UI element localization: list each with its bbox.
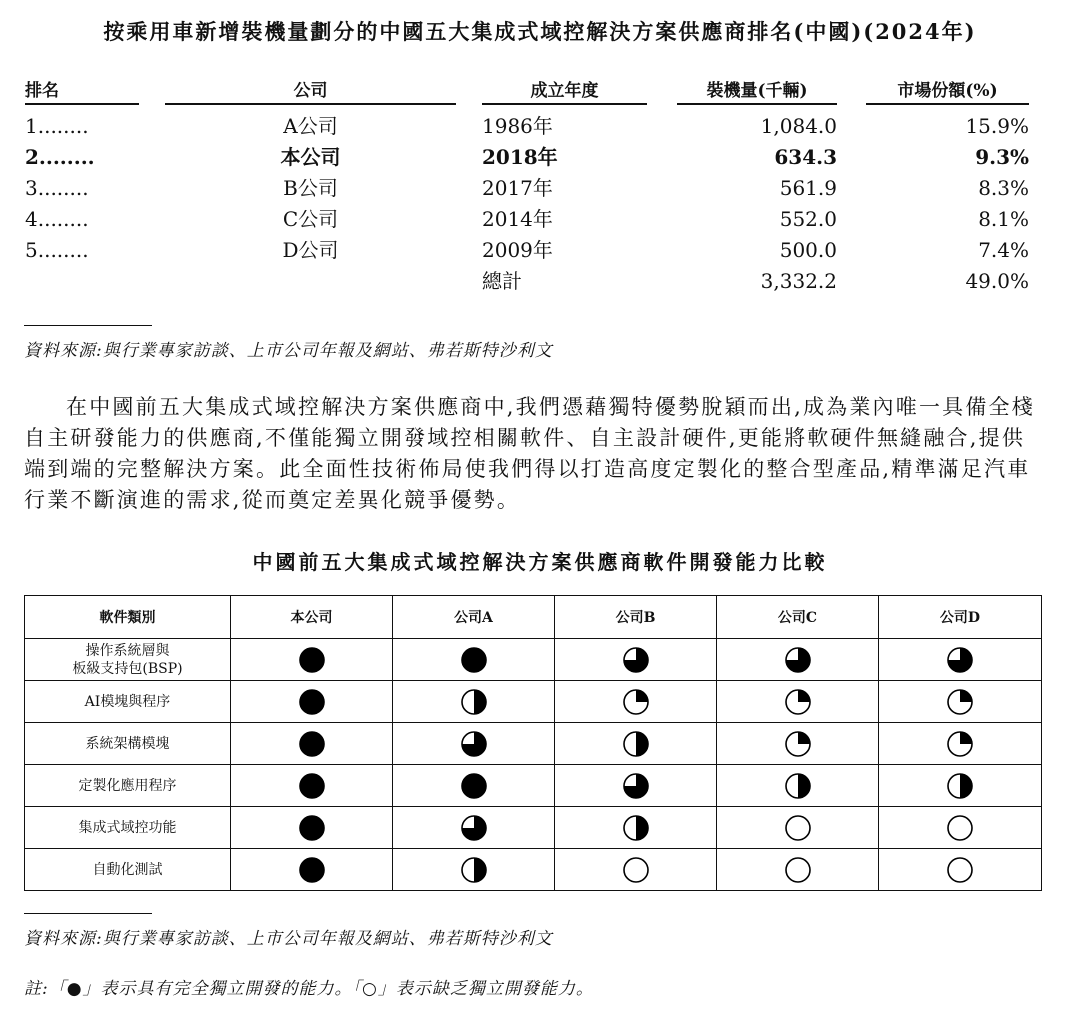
quarter-circle-icon	[784, 730, 812, 758]
category-label: 自動化測試	[92, 861, 163, 878]
rank-cell: 2........	[25, 145, 95, 169]
capability-cell	[393, 849, 555, 891]
capability-cell	[231, 723, 393, 765]
header-rule	[25, 103, 139, 105]
software-category	[25, 807, 231, 849]
rank-cell: 1........	[25, 114, 89, 138]
capability-cell	[231, 765, 393, 807]
capability-cell	[231, 639, 393, 681]
total-share: 49.0%	[965, 269, 1029, 293]
company-cell: A公司	[283, 114, 338, 138]
category-label: 集成式域控功能	[78, 819, 177, 836]
software-category	[25, 723, 231, 765]
category-label: 定製化應用程序	[78, 777, 177, 794]
header-rule	[482, 103, 647, 105]
capability-cell	[879, 807, 1042, 849]
capability-row	[25, 639, 1042, 681]
volume-cell: 500.0	[779, 238, 837, 262]
total-volume: 3,332.2	[760, 269, 837, 293]
category-label: 操作系統層與	[85, 642, 170, 659]
rank-cell: 4........	[25, 207, 89, 231]
total-label: 總計	[482, 269, 522, 293]
half-circle-icon	[784, 772, 812, 800]
capability-header: 軟件類別	[25, 596, 231, 639]
share-cell: 15.9%	[965, 114, 1029, 138]
share-cell: 7.4%	[978, 238, 1029, 262]
year-cell: 2018年	[482, 145, 558, 169]
share-header: 市場份額(%)	[897, 81, 998, 101]
header-rule	[165, 103, 456, 105]
half-circle-icon	[622, 730, 650, 758]
filled-circle-icon	[298, 646, 326, 674]
capability-cell	[879, 639, 1042, 681]
half-circle-icon	[460, 688, 488, 716]
capability-title: 中國前五大集成式域控解決方案供應商軟件開發能力比較	[252, 550, 828, 574]
capability-cell	[555, 807, 717, 849]
capability-cell	[393, 765, 555, 807]
empty-circle-icon	[784, 814, 812, 842]
capability-row	[25, 723, 1042, 765]
page-title: 按乘用車新增裝機量劃分的中國五大集成式域控解決方案供應商排名(中國)(2024年)	[103, 19, 977, 44]
capability-header: 公司A	[393, 596, 555, 639]
capability-cell	[717, 765, 879, 807]
year-cell: 2009年	[482, 238, 553, 262]
category-label: 板級支持包(BSP)	[72, 660, 183, 677]
capability-cell	[879, 723, 1042, 765]
company-cell: 本公司	[280, 145, 341, 169]
capability-cell	[717, 807, 879, 849]
source-note: 資料來源:與行業專家訪談、上市公司年報及網站、弗若斯特沙利文	[24, 341, 553, 361]
rank-cell: 3........	[25, 176, 89, 200]
three-quarter-circle-icon	[784, 646, 812, 674]
rank-cell: 5........	[25, 238, 89, 262]
year-cell: 1986年	[482, 114, 553, 138]
software-category	[25, 765, 231, 807]
three-quarter-circle-icon	[460, 814, 488, 842]
share-cell: 9.3%	[975, 145, 1029, 169]
year-header: 成立年度	[530, 81, 599, 101]
paragraph-text: 在中國前五大集成式域控解決方案供應商中,我們憑藉獨特優勢脫穎而出,成為業內唯一具備全棧自主研發能力的供應商,不僅能獨立開發域控相關軟件、自主設計硬件,更能將軟硬件無縫融合,提供端到端的完整解決方案。此全面性技術佈局使我們得以打造高度定製化的整合型產品,精準滿足汽車行業不斷演進的需求,從而奠定差異化競爭優勢。	[24, 395, 1035, 512]
capability-row	[25, 765, 1042, 807]
capability-cell	[555, 681, 717, 723]
capability-header: 公司B	[555, 596, 717, 639]
volume-cell: 1,084.0	[760, 114, 837, 138]
empty-circle-icon	[622, 856, 650, 884]
quarter-circle-icon	[946, 688, 974, 716]
capability-header: 公司D	[879, 596, 1042, 639]
capability-cell	[879, 765, 1042, 807]
capability-header: 本公司	[231, 596, 393, 639]
empty-circle-icon	[946, 856, 974, 884]
header-rule	[866, 103, 1029, 105]
capability-cell	[555, 639, 717, 681]
volume-cell: 561.9	[779, 176, 837, 200]
filled-circle-icon	[298, 730, 326, 758]
three-quarter-circle-icon	[460, 730, 488, 758]
capability-row	[25, 849, 1042, 891]
legend-note: 註:「●」表示具有完全獨立開發的能力。「○」表示缺乏獨立開發能力。	[24, 979, 594, 999]
quarter-circle-icon	[784, 688, 812, 716]
filled-circle-icon	[460, 772, 488, 800]
capability-cell	[717, 639, 879, 681]
capability-header-row	[25, 596, 1042, 639]
year-cell: 2017年	[482, 176, 553, 200]
volume-cell: 634.3	[774, 145, 837, 169]
company-header: 公司	[293, 81, 328, 101]
share-cell: 8.3%	[978, 176, 1029, 200]
capability-cell	[231, 681, 393, 723]
capability-cell	[393, 807, 555, 849]
half-circle-icon	[946, 772, 974, 800]
company-cell: B公司	[283, 176, 338, 200]
capability-cell	[879, 849, 1042, 891]
capability-cell	[393, 723, 555, 765]
header-rule	[677, 103, 837, 105]
capability-cell	[879, 681, 1042, 723]
rank-header: 排名	[25, 81, 59, 101]
source-note: 資料來源:與行業專家訪談、上市公司年報及網站、弗若斯特沙利文	[24, 929, 553, 949]
capability-cell	[717, 723, 879, 765]
capability-row	[25, 681, 1042, 723]
capability-cell	[717, 681, 879, 723]
filled-circle-icon	[460, 646, 488, 674]
capability-table	[24, 595, 1042, 891]
three-quarter-circle-icon	[946, 646, 974, 674]
software-category	[25, 681, 231, 723]
category-label: AI模塊與程序	[84, 693, 171, 710]
capability-header: 公司C	[717, 596, 879, 639]
software-category	[25, 639, 231, 681]
capability-cell	[231, 849, 393, 891]
body-paragraph	[24, 392, 1044, 516]
capability-row	[25, 807, 1042, 849]
filled-circle-icon	[298, 856, 326, 884]
empty-circle-icon	[946, 814, 974, 842]
category-label: 系統架構模塊	[85, 735, 170, 752]
empty-circle-icon	[784, 856, 812, 884]
filled-circle-icon	[298, 772, 326, 800]
company-cell: C公司	[282, 207, 339, 231]
filled-circle-icon	[298, 814, 326, 842]
year-cell: 2014年	[482, 207, 553, 231]
capability-cell	[555, 723, 717, 765]
capability-cell	[555, 765, 717, 807]
capability-cell	[717, 849, 879, 891]
three-quarter-circle-icon	[622, 772, 650, 800]
quarter-circle-icon	[946, 730, 974, 758]
share-cell: 8.1%	[978, 207, 1029, 231]
filled-circle-icon	[298, 688, 326, 716]
half-circle-icon	[622, 814, 650, 842]
three-quarter-circle-icon	[622, 646, 650, 674]
half-circle-icon	[460, 856, 488, 884]
volume-cell: 552.0	[779, 207, 837, 231]
source-rule	[24, 325, 152, 326]
capability-cell	[393, 681, 555, 723]
capability-cell	[393, 639, 555, 681]
volume-header: 裝機量(千輛)	[706, 81, 808, 101]
capability-cell	[555, 849, 717, 891]
source-rule	[24, 913, 152, 914]
quarter-circle-icon	[622, 688, 650, 716]
capability-cell	[231, 807, 393, 849]
software-category	[25, 849, 231, 891]
company-cell: D公司	[282, 238, 339, 262]
